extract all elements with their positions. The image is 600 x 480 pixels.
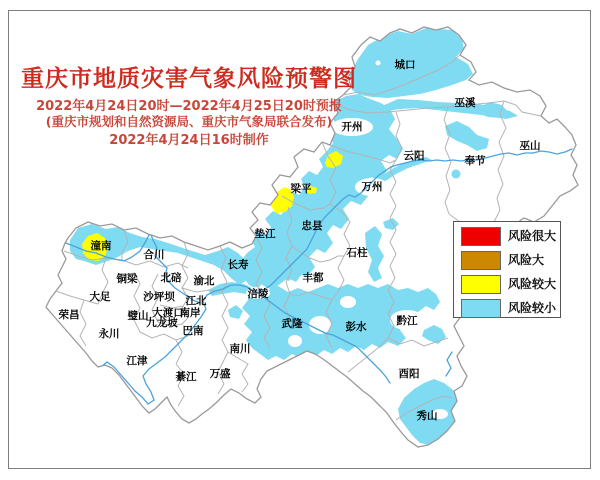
district-label: 綦江 xyxy=(175,371,197,383)
district-label: 彭水 xyxy=(345,321,367,333)
district-label: 大足 xyxy=(89,291,111,303)
district-label: 江北 xyxy=(185,295,207,307)
legend-label: 风险大 xyxy=(508,253,545,267)
district-label: 万盛 xyxy=(209,368,231,380)
district-label: 渝北 xyxy=(193,275,215,287)
district-label: 北碚 xyxy=(160,272,182,284)
district-label: 万州 xyxy=(361,181,383,193)
district-label: 大渡口 xyxy=(152,307,184,319)
district-label: 长寿 xyxy=(227,259,249,271)
page-title: 重庆市地质灾害气象风险预警图 xyxy=(21,66,357,92)
legend xyxy=(453,221,561,318)
district-label: 铜梁 xyxy=(116,273,138,285)
district-label: 巫溪 xyxy=(454,97,476,109)
district-label: 巫山 xyxy=(519,140,541,152)
district-label: 开州 xyxy=(341,121,363,133)
district-label: 荣昌 xyxy=(58,309,80,321)
district-label: 南川 xyxy=(229,343,251,355)
district-label: 永川 xyxy=(98,328,120,340)
legend-label: 风险较大 xyxy=(508,277,557,291)
district-label: 合川 xyxy=(143,249,165,261)
legend-item-low xyxy=(461,299,560,318)
forecast-period: 2022年4月24日20时—2022年4月25日20时预报 xyxy=(36,99,342,114)
district-label: 云阳 xyxy=(403,150,425,162)
legend-swatch-high xyxy=(461,251,501,270)
district-label: 巴南 xyxy=(182,325,204,337)
district-label: 奉节 xyxy=(464,155,486,167)
legend-swatch-moderate xyxy=(461,275,501,294)
legend-item-high xyxy=(461,251,560,270)
district-label: 九龙坡 xyxy=(146,317,178,329)
legend-label: 风险较小 xyxy=(508,301,557,315)
district-label: 沙坪坝 xyxy=(143,291,175,303)
district-label: 璧山 xyxy=(127,310,149,322)
district-label: 丰都 xyxy=(302,272,324,284)
issuer-line: (重庆市规划和自然资源局、重庆市气象局联合发布) xyxy=(45,114,333,129)
district-label: 城口 xyxy=(394,59,416,71)
district-label: 酉阳 xyxy=(398,368,420,380)
production-time: 2022年4月24日16时制作 xyxy=(109,133,269,148)
legend-item-very-high xyxy=(461,227,560,246)
district-label: 秀山 xyxy=(416,410,438,422)
district-label: 涪陵 xyxy=(247,288,269,300)
district-label: 忠县 xyxy=(301,220,323,232)
district-label: 南岸 xyxy=(179,307,201,319)
legend-item-moderate xyxy=(461,275,560,294)
district-label: 潼南 xyxy=(90,240,112,252)
district-label: 梁平 xyxy=(290,183,312,195)
district-label: 石柱 xyxy=(346,247,368,259)
legend-label: 风险很大 xyxy=(508,229,557,243)
district-label: 江津 xyxy=(126,355,148,367)
district-label: 黔江 xyxy=(396,315,418,327)
legend-swatch-very-high xyxy=(461,227,501,246)
district-label: 垫江 xyxy=(254,228,276,240)
legend-swatch-low xyxy=(461,299,501,318)
district-label: 武隆 xyxy=(281,318,303,330)
